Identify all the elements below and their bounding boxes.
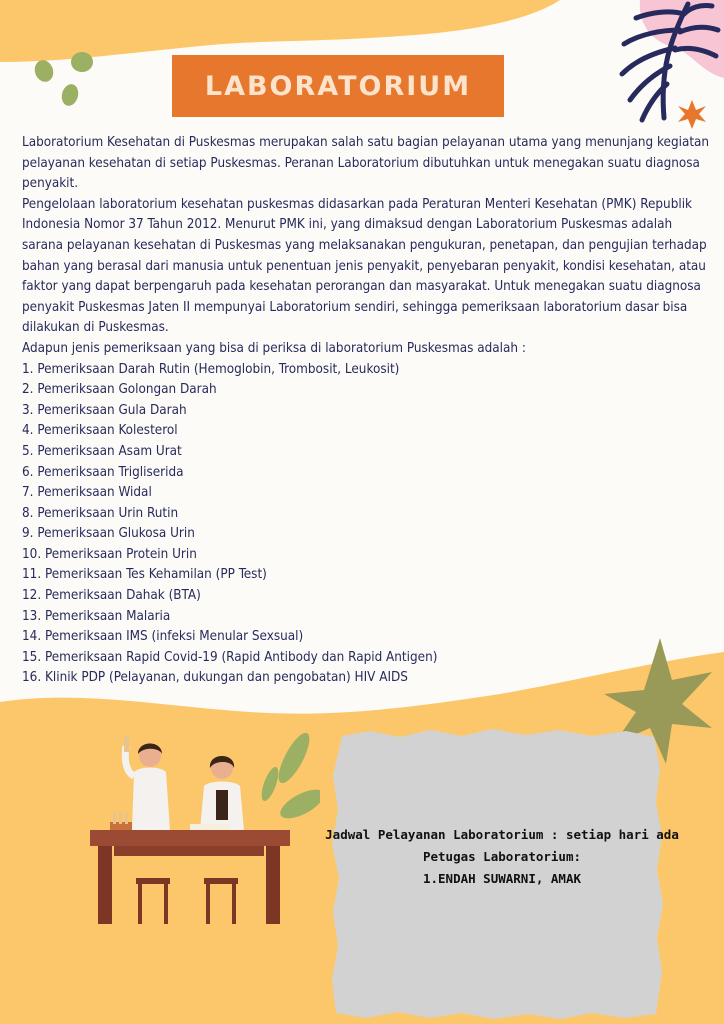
list-item: 14. Pemeriksaan IMS (infeksi Menular Sexsual) [22,629,304,645]
list-item: 13. Pemeriksaan Malaria [22,608,171,624]
list-item: 1. Pemeriksaan Darah Rutin (Hemoglobin, Trombosit, Leukosit) [22,361,400,377]
list-item: 9. Pemeriksaan Glukosa Urin [22,526,195,542]
staff-heading: Petugas Laboratorium: [422,849,582,864]
list-item: 7. Pemeriksaan Widal [22,485,152,501]
list-item: 3. Pemeriksaan Gula Darah [22,402,187,418]
schedule-title: Jadwal Pelayanan Laboratorium : setiap hari ada [325,827,679,842]
list-item: 4. Pemeriksaan Kolesterol [22,423,178,439]
page-title: LABORATORIUM [204,70,472,102]
staff-name: 1.ENDAH SUWARNI, AMAK [422,871,582,886]
top-yellow-shape [0,0,560,62]
services-intro: Adapun jenis pemeriksaan yang bisa di periksa di laboratorium Puskesmas adalah : [22,340,526,356]
service-list [22,360,712,690]
list-item: 12. Pemeriksaan Dahak (BTA) [22,588,201,604]
list-item: 16. Klinik PDP (Pelayanan, dukungan dan pengobatan) HIV AIDS [22,670,408,686]
list-item: 6. Pemeriksaan Trigliserida [22,464,184,480]
pink-corner-shape [640,0,724,78]
intro-paragraph: Laboratorium Kesehatan di Puskesmas merupakan salah satu bagian pelayanan utama yang menunjang kegiatan pelayanan kesehatan di setiap Puskesmas. Peranan Laboratorium dibutuhkan untuk menegakan suatu diagnosa penyakit. [22,135,710,192]
list-item: 8. Pemeriksaan Urin Rutin [22,505,179,521]
scientists-illustration-icon [80,728,320,928]
regulation-paragraph: Pengelolaan laboratorium kesehatan puskesmas didasarkan pada Peraturan Menteri Kesehatan (PMK) Republik Indonesia Nomor 37 Tahun 2012. Menurut PMK ini, yang dimaksud dengan Laboratorium Puskesmas adalah sarana pelayanan kesehatan di Puskesmas yang melaksanakan pengukuran, penetapan, dan pengujian terhadap bahan yang berasal dari manusia untuk penentuan jenis penyakit, penyebaran penyakit, kondisi kesehatan, atau faktor yang dapat berpengaruh pada kesehatan perorangan dan masyarakat. Untuk menegakan suatu diagnosa penyakit Puskesmas Jaten II mempunyai Laboratorium sendiri, sehingga pemeriksaan laboratorium dasar bisa dilakukan di Puskesmas. [22,196,707,336]
list-item: 2. Pemeriksaan Golongan Darah [22,382,217,398]
list-item: 5. Pemeriksaan Asam Urat [22,443,182,459]
body-text [22,133,712,689]
schedule-text [316,824,688,890]
title-banner [172,55,504,117]
list-item: 11. Pemeriksaan Tes Kehamilan (PP Test) [22,567,267,583]
list-item: 15. Pemeriksaan Rapid Covid-19 (Rapid Antibody dan Rapid Antigen) [22,649,438,665]
leaves-icon [258,729,320,824]
list-item: 10. Pemeriksaan Protein Urin [22,546,197,562]
